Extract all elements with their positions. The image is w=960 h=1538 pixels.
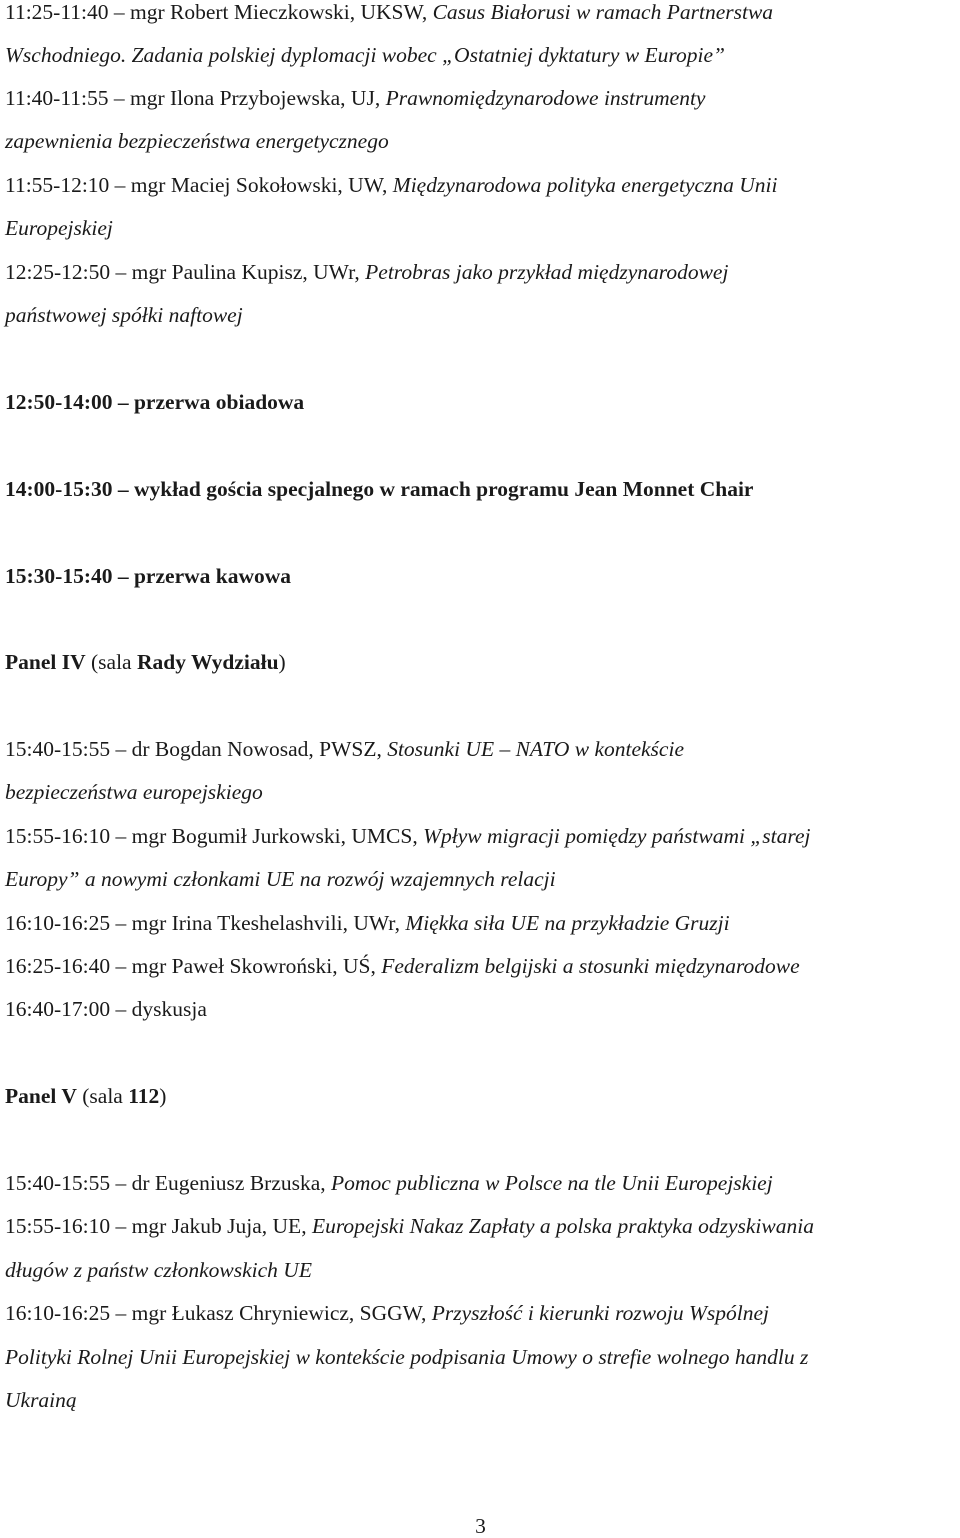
line-segment: Rady Wydziału: [136, 650, 279, 674]
program-line: [5, 45, 725, 67]
line-segment: długów z państw członkowskich UE: [5, 1258, 312, 1282]
line-segment: 15:40-15:55 – dr Eugeniusz Brzuska,: [5, 1171, 332, 1195]
line-segment: państwowej spółki naftowej: [5, 303, 243, 327]
line-segment: ): [159, 1084, 167, 1108]
line-segment: Federalizm belgijski a stosunki międzynarodowe: [381, 954, 800, 978]
line-segment: 12:50-14:00 – przerwa obiadowa: [5, 390, 305, 414]
line-segment: Stosunki UE – NATO w kontekście: [387, 737, 684, 761]
program-line: [5, 131, 389, 153]
line-segment: 11:40-11:55 – mgr Ilona Przybojewska, UJ,: [5, 86, 386, 110]
line-segment: bezpieczeństwa europejskiego: [5, 780, 263, 804]
line-segment: 16:25-16:40 – mgr Paweł Skowroński, UŚ,: [5, 954, 382, 978]
program-line: [5, 1260, 312, 1282]
program-line: [5, 262, 956, 284]
program-line: [5, 826, 956, 848]
line-segment: 16:10-16:25 – mgr Łukasz Chryniewicz, SGGW,: [5, 1301, 432, 1325]
program-line: [5, 913, 730, 935]
program-line: [5, 2, 956, 24]
line-segment: 11:25-11:40 – mgr Robert Mieczkowski, UKSW,: [5, 0, 433, 24]
line-segment: 15:30-15:40 – przerwa kawowa: [5, 564, 292, 588]
line-segment: Miękka siła UE na przykładzie Gruzji: [405, 911, 730, 935]
line-segment: 112: [128, 1084, 160, 1108]
line-segment: 16:10-16:25 – mgr Irina Tkeshelashvili, UWr,: [5, 911, 406, 935]
program-line: [5, 175, 956, 197]
program-line: [5, 1347, 956, 1369]
line-segment: Pomoc publiczna w Polsce na tle Unii Europejskiej: [331, 1171, 773, 1195]
line-segment: 11:55-12:10 – mgr Maciej Sokołowski, UW,: [5, 173, 393, 197]
line-segment: 15:55-16:10 – mgr Jakub Juja, UE,: [5, 1214, 312, 1238]
program-line: [5, 479, 753, 501]
line-segment: Europejski Nakaz Zapłaty a polska praktyka odzyskiwania: [311, 1214, 814, 1238]
line-segment: Europejskiej: [5, 216, 113, 240]
line-segment: Panel IV: [5, 650, 86, 674]
program-line: [5, 869, 556, 891]
program-line: [5, 956, 800, 978]
program-line: [5, 782, 263, 804]
program-line: [5, 218, 113, 240]
line-segment: Wpływ migracji pomiędzy państwami „starej: [423, 824, 811, 848]
program-line: [5, 305, 243, 327]
panel-heading: [5, 652, 286, 674]
program-line: [5, 392, 304, 414]
line-segment: 14:00-15:30 – wykład gościa specjalnego w ramach programu Jean Monnet Chair: [5, 477, 754, 501]
program-line: [5, 1216, 814, 1238]
program-line: [5, 1390, 77, 1412]
line-segment: Casus Białorusi w ramach Partnerstwa: [432, 0, 774, 24]
line-segment: 15:40-15:55 – dr Bogdan Nowosad, PWSZ,: [5, 737, 388, 761]
program-line: [5, 88, 956, 110]
line-segment: Międzynarodowa polityka energetyczna Unii: [392, 173, 778, 197]
page-number: 3: [475, 1514, 486, 1538]
line-segment: Petrobras jako przykład międzynarodowej: [365, 260, 729, 284]
line-segment: Przyszłość i kierunki rozwoju Wspólnej: [431, 1301, 769, 1325]
line-segment: Prawnomiędzynarodowe instrumenty: [385, 86, 706, 110]
program-line: [5, 566, 291, 588]
line-segment: zapewnienia bezpieczeństwa energetycznego: [5, 129, 389, 153]
line-segment: Wschodniego. Zadania polskiej dyplomacji wobec „Ostatniej dyktatury w Europie”: [5, 43, 725, 67]
program-line: [5, 1303, 956, 1325]
line-segment: 16:40-17:00 – dyskusja: [5, 997, 207, 1021]
program-line: [5, 1173, 773, 1195]
line-segment: (sala: [76, 1084, 129, 1108]
line-segment: ): [278, 650, 286, 674]
line-segment: 15:55-16:10 – mgr Bogumił Jurkowski, UMCS,: [5, 824, 424, 848]
line-segment: Ukrainą: [5, 1388, 77, 1412]
line-segment: Polityki Rolnej Unii Europejskiej w kontekście podpisania Umowy o strefie wolnego handlu z: [5, 1345, 809, 1369]
line-segment: 12:25-12:50 – mgr Paulina Kupisz, UWr,: [5, 260, 366, 284]
line-segment: Panel V: [5, 1084, 77, 1108]
line-segment: Europy” a nowymi członkami UE na rozwój wzajemnych relacji: [5, 867, 556, 891]
panel-heading: [5, 1086, 166, 1108]
program-line: [5, 999, 207, 1021]
program-line: [5, 739, 956, 761]
line-segment: (sala: [85, 650, 137, 674]
